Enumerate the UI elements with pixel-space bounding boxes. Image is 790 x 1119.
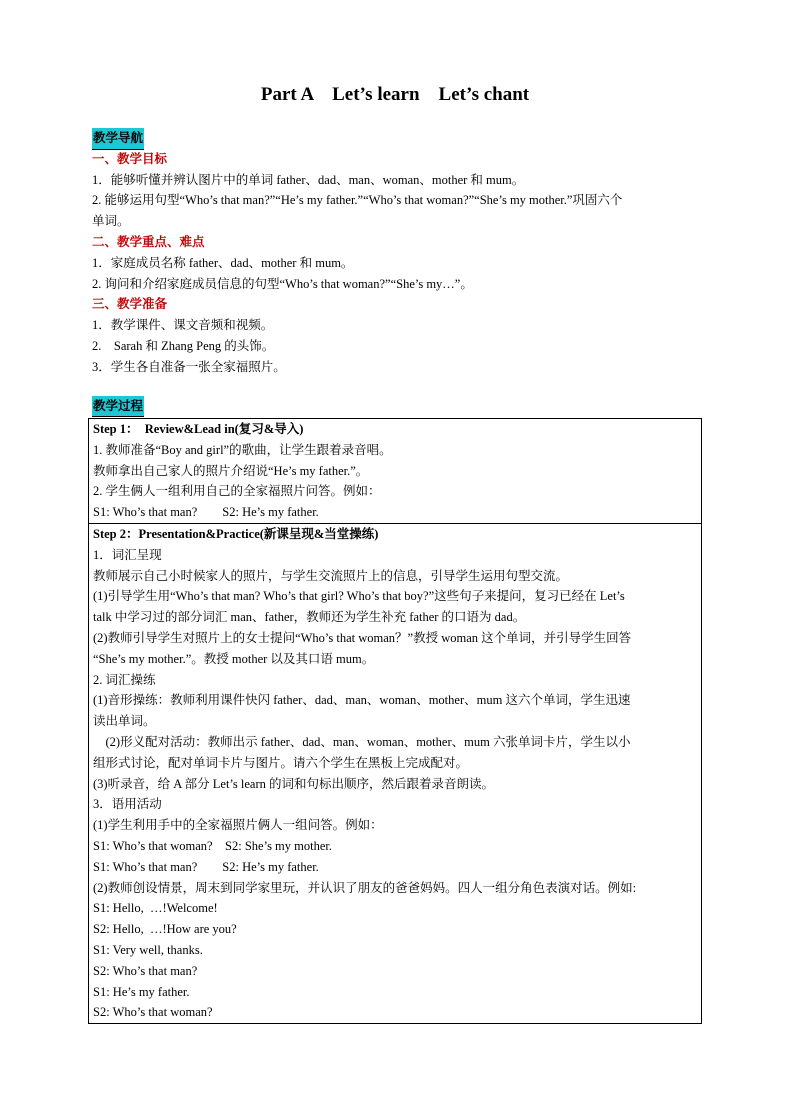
preparation-item: 2. Sarah 和 Zhang Peng 的头饰。 [92,338,275,353]
goal-item: 1．能够听懂并辨认图片中的单词 father、dad、man、woman、mother 和 mum。 [92,172,525,187]
step-2-cell [89,524,701,1023]
step-line: (1)音形操练：教师利用课件快闪 father、dad、man、woman、mother、mum 这六个单词，学生迅速 [93,693,631,708]
step-line: (1)引导学生用“Who’s that man? Who’s that girl? Who’s that boy?”这些句子来提问，复习已经在 Let’s [93,589,625,604]
preparation-heading: 三、教学准备 [92,297,168,312]
preparation-item: 1．教学课件、课文音频和视频。 [92,318,274,333]
nav-label: 教学导航 [92,128,144,150]
step-line: S1: He’s my father. [93,984,190,999]
teaching-navigation [92,128,704,414]
step-line: 2. 词汇操练 [93,672,156,687]
step-line: “She’s my mother.”。教授 mother 以及其口语 mum。 [93,651,375,666]
step-line: 教师拿出自己家人的照片介绍说“He’s my father.”。 [93,463,369,478]
step-line: S1: Hello, …!Welcome! [93,901,218,916]
step-1-heading: Step 1： Review&Lead in(复习&导入) [93,422,304,436]
step-line: (2)形义配对活动：教师出示 father、dad、man、woman、mother、mum 六张单词卡片，学生以小 [93,734,631,749]
step-line: 2. 学生俩人一组利用自己的全家福照片问答。例如： [93,484,381,499]
step-2-heading: Step 2：Presentation&Practice(新课呈现&当堂操练) [93,526,379,541]
step-1-cell [89,419,701,524]
process-label: 教学过程 [92,396,144,418]
page-title: Part A Let’s learn Let’s chant [260,84,530,105]
step-line: 1. 教师准备“Boy and girl”的歌曲，让学生跟着录音唱。 [93,442,392,457]
step-line: S2: Who’s that woman? [93,1005,213,1020]
step-line: 教师展示自己小时候家人的照片，与学生交流照片上的信息，引导学生运用句型交流。 [93,568,569,583]
step-line: S2: Who’s that man? [93,963,198,978]
step-line: (3)听录音，给 A 部分 Let’s learn 的词和句标出顺序，然后跟着录音朗读。 [93,776,495,791]
step-line: S1: Who’s that man? S2: He’s my father. [93,859,319,874]
step-line: talk 中学习过的部分词汇 man、father，教师还为学生补充 father 的口语为 dad。 [93,610,526,625]
step-line: 3．语用活动 [93,797,162,812]
goals-heading: 一、教学目标 [92,151,168,166]
step-line: (2)教师引导学生对照片上的女士提问“Who’s that woman？”教授 woman 这个单词，并引导学生回答 [93,630,632,645]
step-line: S1: Who’s that woman? S2: She’s my mother. [93,838,333,853]
key-point-item: 2. 询问和介绍家庭成员信息的句型“Who’s that woman?”“She’s my…”。 [92,276,473,291]
step-line: S1: Very well, thanks. [93,942,203,957]
step-line: 1．词汇呈现 [93,547,162,562]
step-line: 读出单词。 [93,714,156,729]
key-points-heading: 二、教学重点、难点 [92,234,205,249]
goal-item: 单词。 [92,214,130,229]
preparation-item: 3．学生各自准备一张全家福照片。 [92,359,286,374]
goal-item: 2. 能够运用句型“Who’s that man?”“He’s my father.”“Who’s that woman?”“She’s my mother.”巩固六个 [92,193,623,208]
step-line: S2: Hello, …!How are you? [93,922,237,937]
step-line: (1)学生利用手中的全家福照片俩人一组问答。例如： [93,818,383,833]
key-point-item: 1．家庭成员名称 father、dad、mother 和 mum。 [92,255,354,270]
teaching-process-table [88,418,702,1024]
step-line: S1: Who’s that man? S2: He’s my father. [93,505,319,520]
step-line: (2)教师创设情景，周末到同学家里玩，并认识了朋友的爸爸妈妈。四人一组分角色表演对话。例如: [93,880,637,895]
step-line: 组形式讨论，配对单词卡片与图片。请六个学生在黑板上完成配对。 [93,755,469,770]
